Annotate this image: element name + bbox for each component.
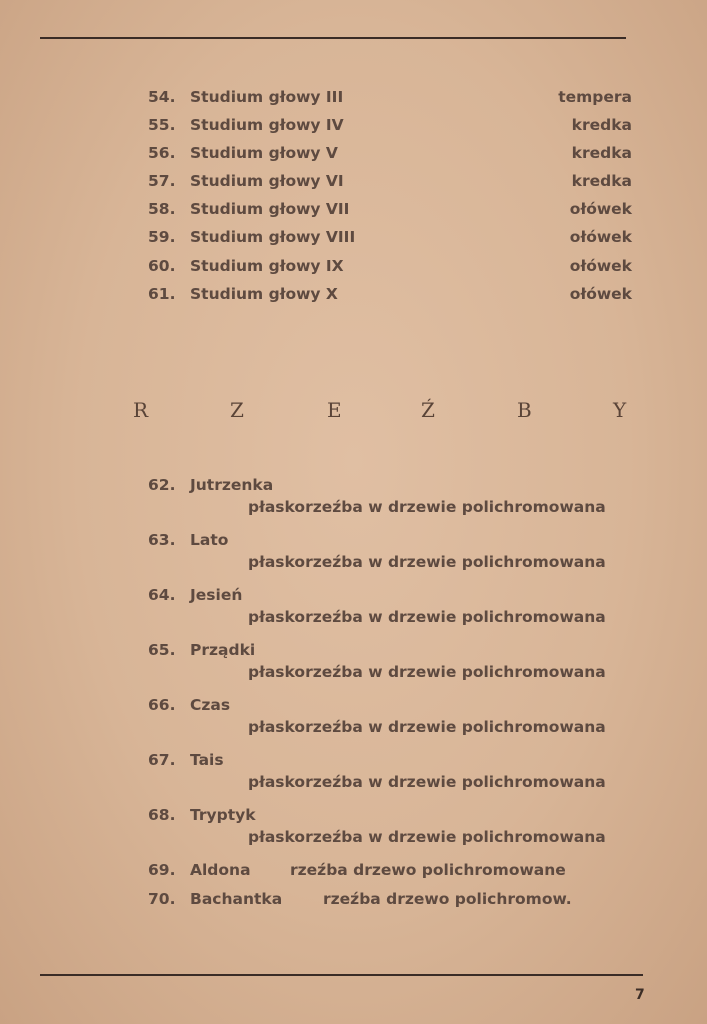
item-title: Studium głowy III	[190, 88, 344, 106]
list-item	[148, 751, 640, 806]
item-title: Tryptyk	[190, 806, 256, 824]
list-item	[148, 170, 632, 198]
sculptures-list	[148, 476, 640, 919]
item-title: Studium głowy VI	[190, 172, 344, 191]
list-item	[148, 696, 640, 751]
item-description: płaskorzeźba w drzewie polichromowana	[248, 498, 606, 516]
heading-letter: Y	[613, 398, 627, 422]
section-heading	[133, 398, 633, 428]
list-item	[148, 86, 632, 114]
drawings-list	[148, 86, 632, 311]
item-title: Studium głowy IX	[190, 256, 344, 275]
heading-letter: Ź	[421, 398, 435, 422]
list-item	[148, 142, 632, 170]
item-description: płaskorzeźba w drzewie polichromowana	[248, 773, 606, 791]
item-technique: ołówek	[569, 284, 632, 303]
item-number: 59.	[148, 228, 176, 247]
list-item	[148, 476, 640, 531]
top-rule	[40, 37, 626, 39]
item-number: 62.	[148, 476, 176, 494]
item-title: Studium głowy VIII	[190, 228, 356, 247]
heading-letter: R	[133, 398, 149, 422]
item-description: rzeźba drzewo polichromow.	[323, 890, 572, 908]
item-number: 69.	[148, 861, 176, 879]
bottom-rule	[40, 974, 643, 976]
item-title: Czas	[190, 696, 231, 714]
item-title: Studium głowy V	[190, 144, 338, 163]
item-number: 56.	[148, 144, 176, 163]
item-number: 65.	[148, 641, 176, 659]
item-number: 70.	[148, 890, 176, 908]
item-number: 55.	[148, 116, 176, 135]
list-item	[148, 198, 632, 226]
item-number: 61.	[148, 284, 176, 303]
item-technique: ołówek	[569, 200, 632, 219]
item-number: 57.	[148, 172, 176, 191]
list-item	[148, 861, 640, 890]
item-number: 58.	[148, 200, 176, 219]
list-item	[148, 531, 640, 586]
item-number: 64.	[148, 586, 176, 604]
item-title: Studium głowy VII	[190, 200, 350, 219]
item-technique: kredka	[571, 172, 632, 191]
list-item	[148, 806, 640, 861]
item-title: Bachantka	[190, 890, 283, 908]
item-description: płaskorzeźba w drzewie polichromowana	[248, 608, 606, 626]
item-number: 66.	[148, 696, 176, 714]
item-title: Jutrzenka	[190, 476, 274, 494]
item-technique: tempera	[558, 88, 632, 106]
list-item	[148, 641, 640, 696]
item-title: Aldona	[190, 861, 251, 879]
item-title: Studium głowy X	[190, 284, 338, 303]
item-number: 60.	[148, 256, 176, 275]
item-title: Lato	[190, 531, 229, 549]
heading-letter: E	[327, 398, 342, 422]
item-number: 68.	[148, 806, 176, 824]
item-technique: ołówek	[569, 228, 632, 247]
item-description: płaskorzeźba w drzewie polichromowana	[248, 663, 606, 681]
heading-letter: Z	[230, 398, 244, 422]
list-item	[148, 890, 640, 919]
item-number: 54.	[148, 88, 176, 106]
item-technique: kredka	[571, 116, 632, 135]
list-item	[148, 586, 640, 641]
item-description: płaskorzeźba w drzewie polichromowana	[248, 828, 606, 846]
heading-letter: B	[517, 398, 532, 422]
item-description: płaskorzeźba w drzewie polichromowana	[248, 718, 606, 736]
item-title: Tais	[190, 751, 224, 769]
item-title: Prządki	[190, 641, 256, 659]
list-item	[148, 255, 632, 283]
page-number: 7	[635, 987, 645, 1003]
item-number: 63.	[148, 531, 176, 549]
item-number: 67.	[148, 751, 176, 769]
item-description: płaskorzeźba w drzewie polichromowana	[248, 553, 606, 571]
list-item	[148, 114, 632, 142]
list-item	[148, 226, 632, 254]
item-title: Studium głowy IV	[190, 116, 344, 135]
item-technique: ołówek	[569, 256, 632, 275]
list-item	[148, 283, 632, 311]
item-technique: kredka	[571, 144, 632, 163]
item-description: rzeźba drzewo polichromowane	[290, 861, 566, 879]
item-title: Jesień	[190, 586, 243, 604]
